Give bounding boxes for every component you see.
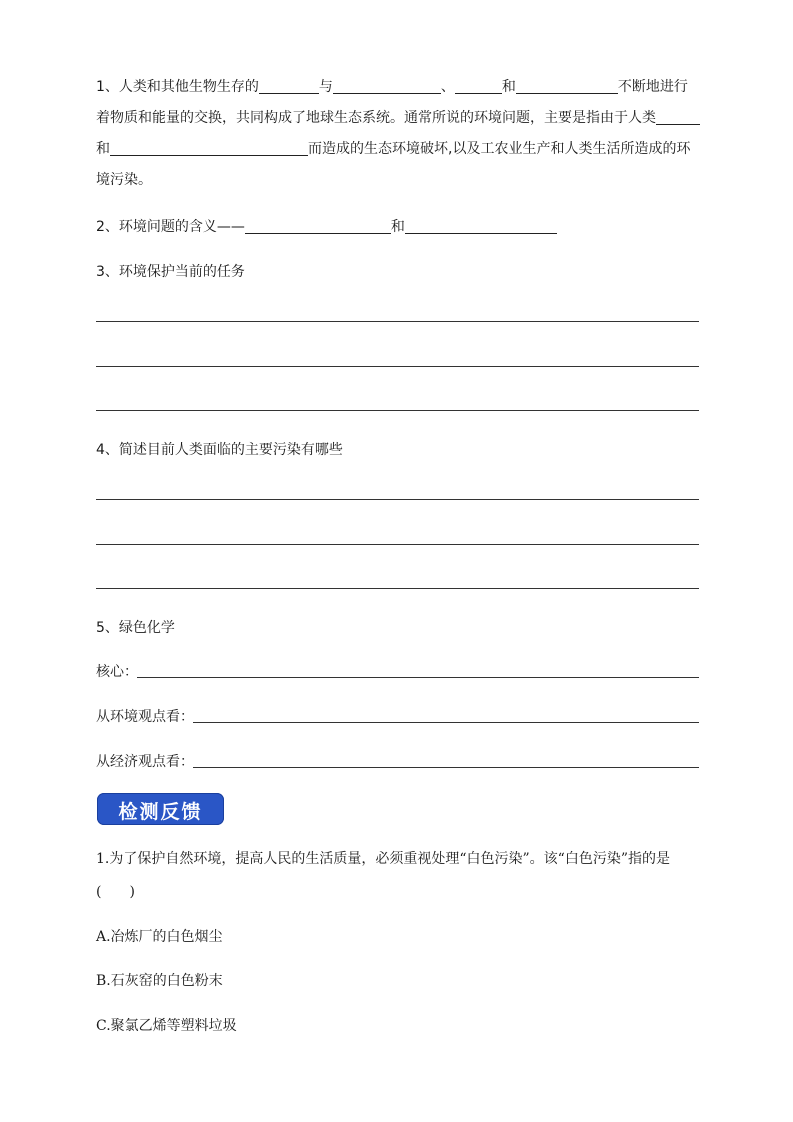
question-4-title: 4、简述目前人类面临的主要污染有哪些 (96, 442, 343, 458)
question-1-line-4 (96, 165, 700, 196)
q3-answer-line-2[interactable] (96, 366, 699, 367)
mc-stem-line-2: ( ) (96, 884, 135, 900)
question-1-line-1 (96, 72, 700, 103)
q1-text-c: 、 (440, 79, 455, 95)
question-1-line-2 (96, 103, 700, 134)
mc-option-a[interactable]: A.冶炼厂的白色烟尘 (96, 929, 223, 945)
q1-text-d: 和 (501, 79, 516, 95)
mc-option-c[interactable]: C.聚氯乙烯等塑料垃圾 (96, 1018, 237, 1034)
q1-text-a: 1、人类和其他生物生存的 (96, 79, 259, 95)
section-badge (97, 793, 224, 825)
q1-blank-5[interactable] (656, 107, 700, 125)
q1-text-line4: 境污染。 (96, 172, 152, 188)
q5-env-label: 从环境观点看： (96, 709, 194, 725)
question-1-line-3 (96, 134, 700, 165)
q1-blank-3[interactable] (455, 76, 502, 94)
q2-blank-2[interactable] (405, 216, 557, 234)
question-1 (96, 72, 700, 196)
q3-answer-line-3[interactable] (96, 410, 699, 411)
q4-answer-line-3[interactable] (96, 588, 699, 589)
q1-text-line3b: 而造成的生态环境破坏,以及工农业生产和人类生活所造成的环 (308, 141, 691, 157)
q1-text-e: 不断地进行 (617, 79, 688, 95)
section-badge-label: 检测反馈 (118, 801, 203, 823)
q1-blank-1[interactable] (259, 76, 319, 94)
question-2 (96, 216, 557, 236)
q4-answer-line-2[interactable] (96, 544, 699, 545)
q1-text-line3a: 和 (96, 141, 110, 157)
q5-env-line[interactable] (193, 722, 699, 723)
q2-blank-1[interactable] (245, 216, 391, 234)
q1-blank-6[interactable] (110, 138, 308, 156)
q3-answer-line-1[interactable] (96, 321, 699, 322)
q1-blank-4[interactable] (516, 76, 618, 94)
question-5-title: 5、绿色化学 (96, 620, 175, 636)
mc-stem-line-1: 1.为了保护自然环境，提高人民的生活质量，必须重视处理“白色污染”。该“白色污染”指的是 (96, 851, 670, 867)
q1-text-line2: 着物质和能量的交换，共同构成了地球生态系统。通常所说的环境问题，主要是指由于人类 (96, 110, 656, 126)
q2-text: 2、环境问题的含义—— (96, 219, 245, 235)
q5-core-label: 核心： (96, 664, 138, 680)
q5-core-line[interactable] (137, 677, 699, 678)
q1-text-b: 与 (318, 79, 333, 95)
q4-answer-line-1[interactable] (96, 499, 699, 500)
q5-econ-label: 从经济观点看： (96, 754, 194, 770)
q5-econ-line[interactable] (193, 767, 699, 768)
mc-option-b[interactable]: B.石灰窑的白色粉末 (96, 973, 223, 989)
q2-and: 和 (390, 219, 405, 235)
question-3-title: 3、环境保护当前的任务 (96, 264, 245, 280)
q1-blank-2[interactable] (333, 76, 441, 94)
